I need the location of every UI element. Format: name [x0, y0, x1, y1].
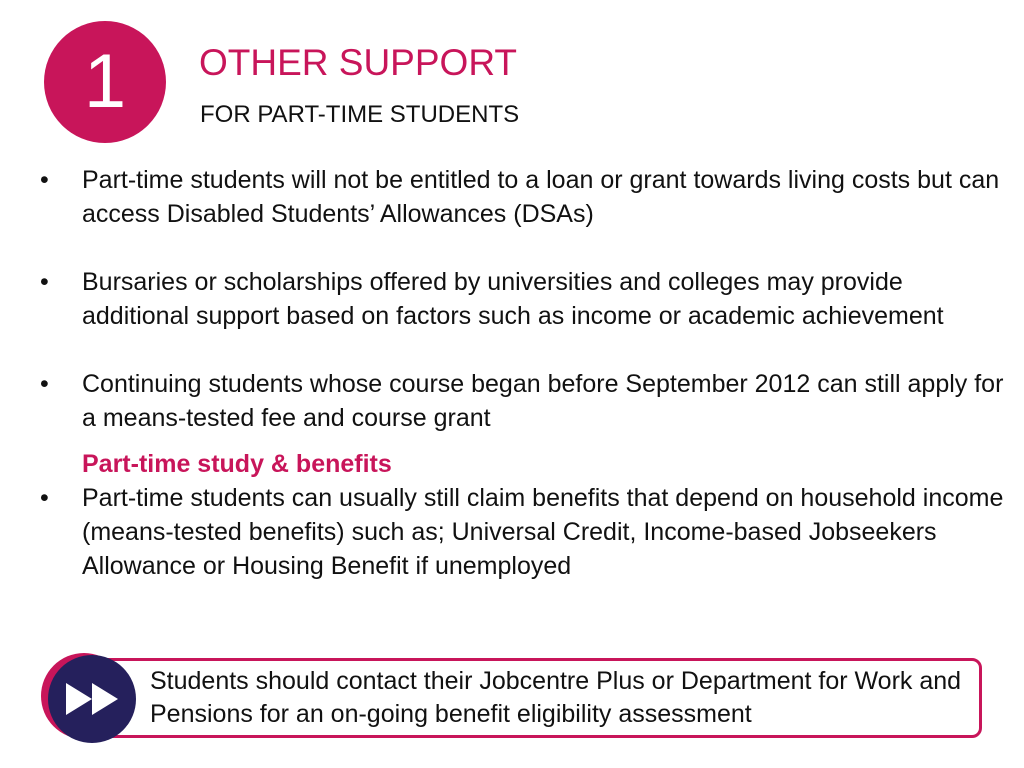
benefits-section-heading: Part-time study & benefits — [82, 450, 392, 478]
slide-subtitle: FOR PART-TIME STUDENTS — [200, 101, 520, 128]
note-box — [97, 658, 982, 738]
slide-title: OTHER SUPPORT — [199, 42, 517, 83]
fast-forward-icon-glyph — [63, 681, 121, 717]
bullet-item: • Continuing students whose course began before September 2012 can still apply for a means-tested fee and course grant — [40, 367, 1015, 435]
support-bullet-list — [40, 163, 1015, 583]
list-spacer — [40, 231, 1015, 265]
bullet-item: • Bursaries or scholarships offered by universities and colleges may provide additional support based on factors such as income or academic achievement — [40, 265, 1015, 333]
note-text: Students should contact their Jobcentre Plus or Department for Work and Pensions for an on-going benefit eligibility assessment — [150, 667, 962, 728]
fast-forward-icon — [48, 655, 136, 743]
bullet-item: • Part-time students will not be entitled to a loan or grant towards living costs but can access Disabled Students’ Allowances (DSAs) — [40, 163, 1015, 231]
list-spacer — [40, 333, 1015, 367]
benefits-bullet-item: • Part-time students can usually still claim benefits that depend on household income (means-tested benefits) such as; Universal Credit, Income-based Jobseekers Allowance or Housing Benefit if unemployed — [40, 481, 1015, 583]
section-number: 1 — [83, 39, 127, 124]
section-number-badge — [44, 21, 166, 143]
